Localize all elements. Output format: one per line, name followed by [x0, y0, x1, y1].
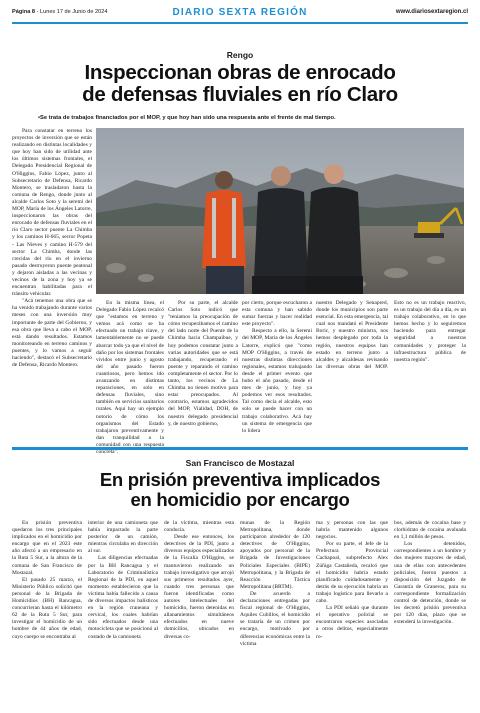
article1-column-1 — [12, 128, 92, 438]
article2-kicker: San Francisco de Mostazal — [185, 458, 295, 468]
article1-column-4 — [242, 300, 312, 440]
paragraph: Para constatar en terreno los proyectos de inversión que se están realizando en distintas localidades y que hoy han sido de utilidad ante los últimos sistemas frontales, el Delegado Presidencial Regional de O'Higgins, Fabio López, junto al Subsecretario de Defensa, Ricardo Montero, se trasladaron hasta la comuna de Rengo, donde junto al alcalde Carlos Soto y la seremi del MOP, María de los Ángeles Latorre, inspeccionaron las obras del enrocado de defensas fluviales en el río Claro sector puente La Chimba y los caminos H-665, sector Popeta - Las Nieves y camino H-579 del sector La Chimba, donde las crecidas del río en el invierno pasado destruyeron puente peatonal y dejaron aisladas a las vecinas y vecinos de la zona y hoy ya se encuentran habilitadas para el tránsito vehicular. — [12, 128, 92, 298]
website-link[interactable]: www.diariosextaregion.cl — [395, 9, 468, 15]
paragraph: En la misma línea, el Delegado Fabio López recalcó que "estamos en terreno y vemos acá como se ha efectuado un trabajo clave, y lamentablemente no se puede abarcar todo ya que el nivel de daño por los sistemas frontales vividos entre junio y agosto del año pasado fueron cuantiosos, pero hemos ido avanzando en distintas reparaciones, en solo en defensas fluviales, sino también en servicios sanitarios rurales. Aquí hay un ejemplo notorio de cómo los organismos del Estado trabajaron preventivamente y dan tranquilidad a la comunidad con una respuesta concreta". — [96, 300, 164, 455]
paragraph: En prisión preventiva quedaron los tres principales implicados en el homicidio por encargo que en el 2023 este año afectó a un empresario en la Ruta 5 Sur, a la altura de la comuna de San Francisco de Mostazal. — [12, 520, 82, 576]
paragraph: Por su parte, el alcalde Carlos Soto indicó que "teníamos la preocupación de cómo recuperábamos el camino del lado norte del Puente de la Chimba hacia Champaibue, y hoy podemos constatar junto a varias autoridades que se está trabajando, recuperando el puente y reparando el camino completamente el sector. Por lo tanto, los vecinos de La Chimba no tienen motivo para estar preocupados. Al contrario, estamos agradecidos del MOP, Vialidad, DOH, de nuestro delegado presidencial y, de nuestro gobierno, — [168, 300, 238, 427]
article1-kicker: Rengo — [226, 50, 254, 60]
article1-column-5 — [316, 300, 466, 440]
article1-column-3 — [168, 300, 238, 440]
paragraph: bos, además de cocaína base y clorhidrato de cocaína avaluada en 1,1 millón de pesos. — [394, 520, 466, 541]
page-header — [12, 8, 468, 24]
article2-column-6 — [394, 520, 466, 708]
page-number: Página 8 — [12, 9, 36, 15]
article1-headline-line2: de defensas fluviales en río Claro — [82, 83, 398, 106]
article1-headline-line1: Inspeccionan obras de enrocado — [84, 61, 396, 84]
article1-photo — [96, 128, 464, 294]
issue-date: - Lunes 17 de Junio de 2024 — [35, 9, 108, 15]
article2-column-3 — [164, 520, 234, 708]
article2-headline-line2: en homicidio por encargo — [130, 489, 350, 510]
paragraph: El pasado 25 marzo, el Ministerio Público solicitó que personal de la Brigada de Homicidios (BH) Rancagua, concurrieran hasta el kilómetro 62 de la Ruta 5 Sur, para investigar el homicidio de un hombre de 44 años de edad, cuyo cuerpo se encontraba al — [12, 576, 82, 640]
paragraph: Por su parte, el Jefe de la Prefectura Provincial Cachapoal, subprefecto Alex Zúñiga Castañeda, recalcó que el homicidio habría estado planificado cuidadosamente y detrás de su ejecución habría un trabajo logístico para llevarlo a cabo. — [316, 541, 388, 605]
paragraph: interior de una camioneta que había impactado la parte posterior de un camión, mientras circulaba en dirección al sur. — [88, 520, 158, 555]
article2-column-5 — [316, 520, 388, 708]
article2-headline-line1: En prisión preventiva implicados — [99, 469, 381, 490]
paragraph: munas de la Región Metropolitana, donde participaron alrededor de 120 detectives de O'Higgins, apoyados por personal de la Brigada de Investigaciones Policiales Especiales (BIPE) Metropolitana, y la Brigada de Reacción Táctica Metropolitana (BRTM). — [240, 520, 310, 590]
article2-column-2 — [88, 520, 158, 708]
paragraph: Desde ese entonces, los detectives de la PDI, junto a diversos equipos especializados de la Fiscalía O'Higgins, se mantuvieron realizando un trabajo investigativo que arrojó sus primeros resultados ayer, cuando tres personas que fueron identificadas como autores intelectuales del homicidio, fueron detenidas en allanamientos simultáneos efectuados en nueve domicilios, ubicados en diversas co- — [164, 534, 234, 640]
paragraph: de la víctima, mientras esta conducía. — [164, 520, 234, 534]
article2-column-4 — [240, 520, 310, 708]
section-divider — [12, 447, 468, 450]
paragraph: nuestro Delegado y Senapred, donde los municipios son parte esencial. En esta emergencia, tal cual nos mandató el Presidente Boric, y nuestro ministra, nos hemos desplegado por toda la región, nuestros equipos han estado en terreno junto a alcaldes y alcaldesas revisando las diversas obras del MOP. Esto no es un trabajo reactivo, es un trabajo del día a día, es un trabajo colaborativo, en lo que hemos hecho y lo seguiremos haciendo para entregar seguridad a nuestras comunidades y proteger la infraestructura pública de nuestra región". — [316, 300, 466, 370]
article1-column-2 — [96, 300, 164, 455]
paragraph: La PDI señaló que durante el operativo policial se encontraron especies asociadas a otros delitos, especialmente ro- — [316, 605, 388, 640]
article1-bullet: •Se trata de trabajos financiados por el MOP, y que hoy han sido una respuesta ante el frente de mal tiempo. — [38, 115, 336, 121]
photo-scene — [96, 128, 464, 294]
paragraph: por cierto, porque escucharon a esta comuna y han sabido sumar fuerzas y hacer realidad este proyecto". — [242, 300, 312, 328]
masthead: DIARIO SEXTA REGIÓN — [172, 7, 308, 18]
paragraph: Los detenidos, correspondientes a un hombre y dos mujeres mayores de edad, una de ellas con antecedentes policiales, fueron puestos a disposición del Juzgado de Garantía de Graneros, para su correspondiente formalización control de detención, donde se les decretó prisión preventiva por 120 días, plazo que se extenderá la investigación. — [394, 541, 466, 626]
paragraph: De acuerdo a declaraciones entregadas por fiscal regional de O'Higgins, Aquiles Cubillos, el homicidio se trataría de un crimen por encargo, motivado por diferencias económicas entre la víctima — [240, 590, 310, 647]
paragraph: "Acá tenemos una obra que se ha venido trabajando durante varios meses con una inversión muy importante de parte del Gobierno, y esa obra que lleva a cabo el MOP, está dando resultados. Estamos monitoreando en terreno caminos y puentes, y lo vamos a seguir haciendo", destacó el Subsecretario de Defensa, Ricardo Montero. — [12, 298, 92, 369]
paragraph: Respecto a ello, la Seremi del MOP, María de los Ángeles Latorre, explicó que "como MOP O'Higgins, a través de nuestras distintas direcciones regionales, estamos trabajando desde el primer evento que hubo el año pasado, desde el mes de junio, y hoy ya podemos ver esos resultados. Tal como decía el alcalde, esto solo se puede hacer con un trabajo colaborativo. Acá hay un sistema de emergencia que lo lidera — [242, 328, 312, 434]
paragraph: ma y personas con las que habría mantenido algunos negocios. — [316, 520, 388, 541]
paragraph: Las diligencias efectuadas por la BH Rancagua y el Laboratorio de Criminalística Regional de la PDI, en aquel momento establecieron que la víctima había fallecido a causa de diversos impactos balísticos en la región craneana y cervical, los cuales habrían sido efectuados desde una motocicleta que se posicionó al costado de la camioneta — [88, 555, 158, 640]
article2-column-1 — [12, 520, 82, 708]
